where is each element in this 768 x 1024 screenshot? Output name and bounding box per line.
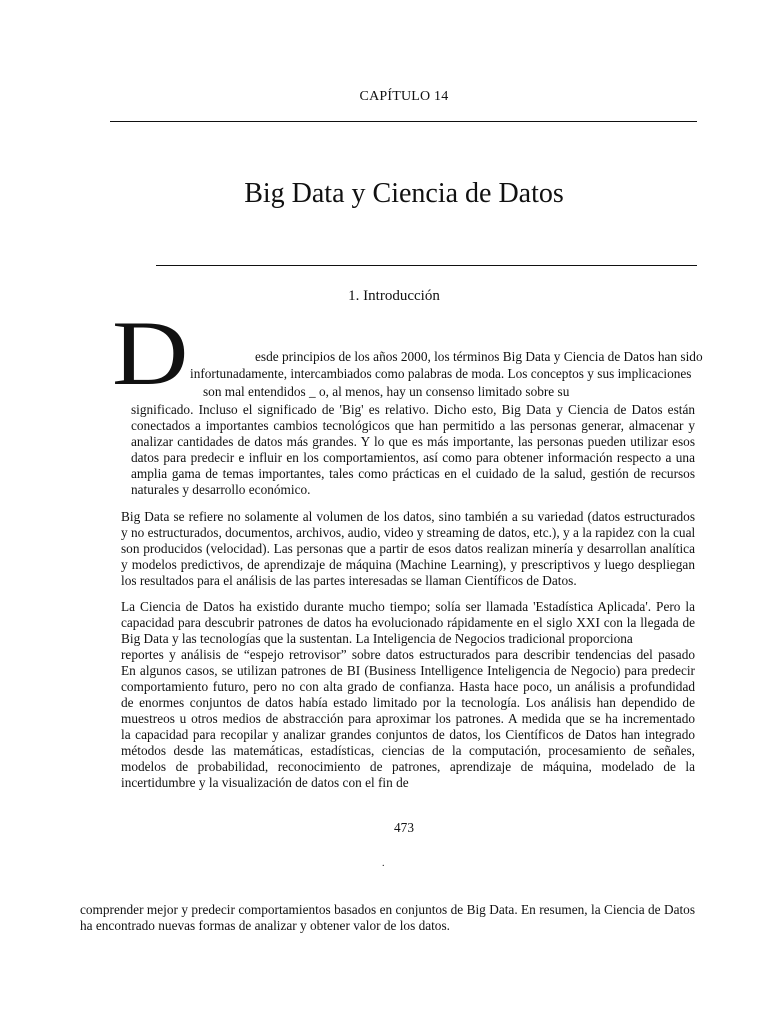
intro-line-2: infortunadamente, intercambiados como palabras de moda. Los conceptos y sus implicaciones <box>190 366 692 381</box>
intro-first-line: esde principios de los años 2000, los términos Big Data y Ciencia de Datos han sido <box>255 349 703 364</box>
paragraph-line: Big Data se refiere no solamente al volumen de los datos, sino también a su variedad (datos estructurados <box>121 509 695 524</box>
paragraph-line: son producidos (velocidad). Las personas que a partir de esos datos realizan minería y desarrollan analítica <box>121 541 695 556</box>
chapter-title: Big Data y Ciencia de Datos <box>244 178 564 209</box>
top-rule <box>110 121 697 122</box>
paragraph-line: La Ciencia de Datos ha existido durante mucho tiempo; solía ser llamada 'Estadística Aplicada'. Pero la <box>121 599 695 614</box>
paragraph-line: amplia gama de temas importantes, tales como prácticas en el cuidado de la salud, gestión de recursos <box>131 466 695 481</box>
paragraph-line: En algunos casos, se utilizan patrones de BI (Business Intelligence Inteligencia de Negocio) para predecir <box>121 663 695 678</box>
paragraph-line: muestreos u otros medios de abstracción para aproximar los patrones. A medida que se ha incrementado <box>121 711 695 726</box>
paragraph-line: comprender mejor y predecir comportamientos basados en conjuntos de Big Data. En resumen, la Ciencia de Datos <box>80 902 695 917</box>
intro-paragraph <box>131 402 695 498</box>
paragraph-line: la capacidad para recopilar y analizar grandes conjuntos de datos, los Científicos de Datos han integrado <box>121 727 695 742</box>
paragraph-line: de enormes conjuntos de datos había estado limitado por la tecnología. Los análisis han dependido de <box>121 695 695 710</box>
paragraph-line: capacidad para descubrir patrones de datos ha evolucionado rápidamente en el siglo XXI con la llegada de <box>121 615 695 630</box>
paragraph-line: incertidumbre y la visualización de datos con el fin de <box>121 775 409 790</box>
paragraph-line: conectados a importantes cambios tecnológicos que han permitido a las personas generar, almacenar y <box>131 418 695 433</box>
title-rule <box>156 265 697 266</box>
paragraph-line: métodos desde las matemáticas, estadísticas, ciencias de la computación, procesamiento de señales, <box>121 743 695 758</box>
chapter-label: CAPÍTULO 14 <box>359 89 449 104</box>
paragraph-data-science <box>121 599 695 791</box>
paragraph-big-data <box>121 509 695 589</box>
paragraph-line: ha encontrado nuevas formas de analizar y obtener valor de los datos. <box>80 918 450 933</box>
paragraph-line: Big Data y las tecnologías que la sustentan. La Inteligencia de Negocios tradicional proporciona <box>121 631 633 646</box>
paragraph-line: los resultados para el análisis de las partes interesadas se llaman Científicos de Datos. <box>121 573 577 588</box>
continuation-paragraph <box>80 902 695 934</box>
paragraph-line: reportes y análisis de “espejo retrovisor” sobre datos estructurados para describir tendencias del pasado <box>121 647 695 662</box>
section-heading: 1. Introducción <box>348 288 440 304</box>
intro-line-3: son mal entendidos _ o, al menos, hay un consenso limitado sobre su <box>203 384 570 399</box>
paragraph-line: datos para predecir e influir en los comportamientos, así como para obtener información respecto a una <box>131 450 695 465</box>
paragraph-line: y modelos predictivos, de aprendizaje de máquina (Machine Learning), y prescriptivos y luego despliegan <box>121 557 695 572</box>
page-number: 473 <box>394 820 414 835</box>
paragraph-line: analizar cantidades de datos más grandes. Y lo que es más importante, las personas pueden utilizar esos <box>131 434 695 449</box>
paragraph-line: significado. Incluso el significado de 'Big' es relativo. Dicho esto, Big Data y Ciencia de Datos están <box>131 402 695 417</box>
paragraph-line: comportamiento futuro, pero no con alta grado de confianza. Hasta hace poco, un análisis a profundidad <box>121 679 695 694</box>
paragraph-line: y no estructurados, documentos, archivos, audio, video y streaming de datos, etc.), y a la rapidez con la cual <box>121 525 696 540</box>
paragraph-line: modelos de probabilidad, reconocimiento de patrones, aprendizaje de máquina, modelado de la <box>121 759 695 774</box>
footer-mark: . <box>382 858 385 869</box>
paragraph-line: naturales y desarrollo económico. <box>131 482 311 497</box>
drop-cap: D <box>112 318 189 384</box>
